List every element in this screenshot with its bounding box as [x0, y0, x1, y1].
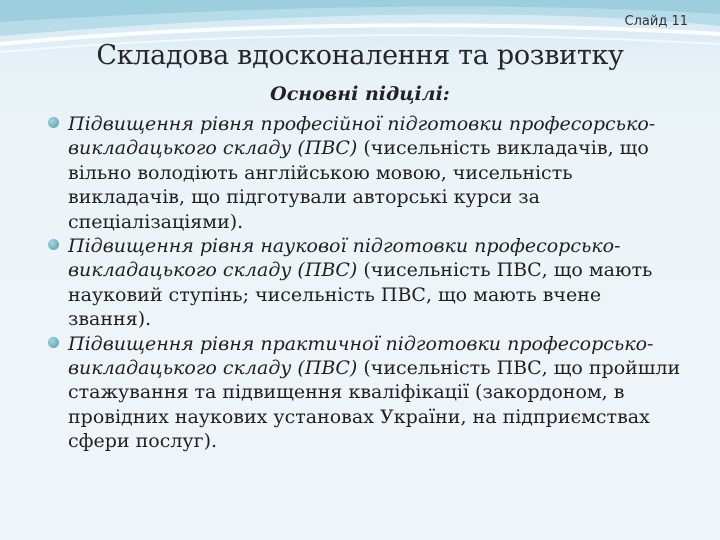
bullet-icon	[48, 337, 59, 348]
bullet-italic-text: Підвищення рівня професійної підготовки професорсько-викладацького складу (ПВС)	[68, 113, 656, 160]
bullet-regular-text: (чисельність ПВС, що мають науковий ступінь; чисельність ПВС, що мають вчене звання).	[68, 259, 653, 331]
bullet-item	[48, 112, 688, 234]
bullet-icon	[48, 239, 59, 250]
bullet-italic-text: Підвищення рівня наукової підготовки професорсько-викладацького складу (ПВС)	[68, 235, 621, 282]
slide-title: Складова вдосконалення та розвитку	[96, 40, 624, 71]
bullet-item	[48, 332, 688, 454]
bullet-list	[48, 112, 688, 454]
slide-subtitle: Основні підцілі:	[270, 83, 450, 105]
bullet-italic-text: Підвищення рівня практичної підготовки професорсько-викладацького складу (ПВС)	[68, 332, 654, 380]
slide-number: Слайд 11	[624, 14, 688, 29]
bullet-icon	[48, 117, 59, 128]
bullet-regular-text: (чисельність ПВС, що пройшли стажування та підвищення кваліфікації (закордоном, в провідних наукових установах України, на підприємствах сфери послуг).	[68, 357, 681, 453]
bullet-regular-text: (чисельність викладачів, що вільно володіють англійською мовою, чисельність викладачів, що підготували авторські курси за спеціалізаціями).	[68, 137, 649, 233]
bullet-item	[48, 234, 688, 332]
